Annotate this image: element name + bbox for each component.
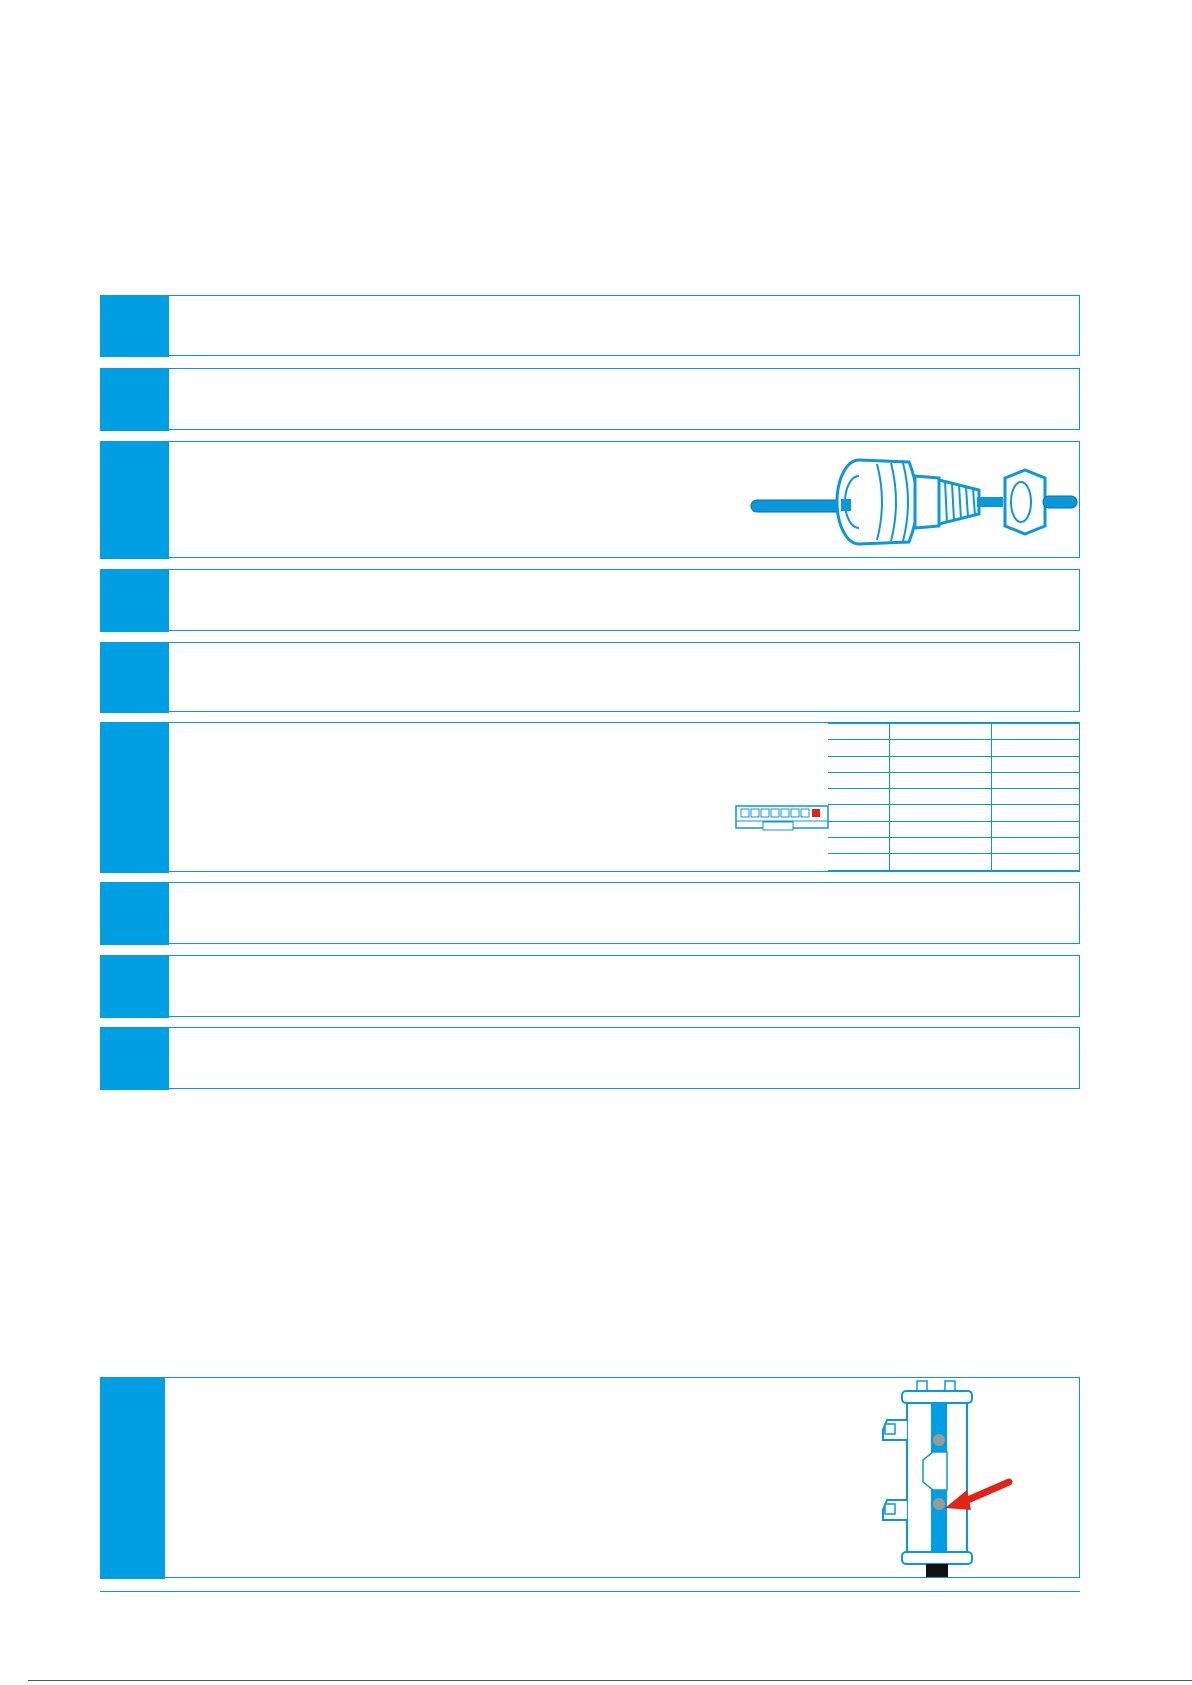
- spec-cell: [992, 805, 1081, 821]
- spec-row: [828, 740, 1080, 756]
- spec-row: [828, 789, 1080, 805]
- spec-row: [828, 756, 1080, 772]
- spec-cell: [890, 805, 992, 821]
- spec-table: [828, 723, 1080, 871]
- spec-cell: [890, 772, 992, 788]
- spec-cell: [992, 724, 1081, 740]
- step-tab: [100, 441, 169, 559]
- step-tab: [100, 368, 169, 431]
- pipe-compression-fitting-icon: [749, 450, 1079, 556]
- indicator-light: [812, 809, 820, 817]
- step-tab: [100, 1377, 165, 1579]
- spec-cell: [828, 821, 890, 837]
- step-10: [100, 1377, 1080, 1578]
- step-tab: [100, 955, 169, 1018]
- step-4: [100, 569, 1080, 631]
- spec-row: [828, 772, 1080, 788]
- spec-cell: [992, 838, 1081, 854]
- spec-row: [828, 821, 1080, 837]
- heater-unit-icon: [871, 1378, 1021, 1578]
- spec-cell: [890, 756, 992, 772]
- step-8: [100, 955, 1080, 1017]
- control-panel-icon: [735, 805, 829, 835]
- step-tab: [100, 1027, 169, 1090]
- spec-cell: [890, 854, 992, 870]
- spec-cell: [890, 838, 992, 854]
- step-tab: [100, 295, 169, 357]
- spec-row: [828, 838, 1080, 854]
- spec-row: [828, 724, 1080, 740]
- step-1: [100, 295, 1080, 356]
- spec-cell: [828, 805, 890, 821]
- spec-cell: [890, 789, 992, 805]
- step-5: [100, 642, 1080, 712]
- step-2: [100, 368, 1080, 430]
- step-7: [100, 882, 1080, 944]
- spec-cell: [828, 838, 890, 854]
- footer-rule: [100, 1591, 1080, 1592]
- spec-cell: [828, 854, 890, 870]
- step-3: [100, 441, 1080, 558]
- spec-cell: [890, 724, 992, 740]
- step-tab: [100, 569, 169, 632]
- spec-cell: [992, 789, 1081, 805]
- spec-cell: [890, 740, 992, 756]
- spec-cell: [992, 756, 1081, 772]
- bottom-rule: [28, 1680, 1192, 1681]
- step-tab: [100, 642, 169, 713]
- spec-cell: [992, 854, 1081, 870]
- step-tab: [100, 722, 169, 873]
- step-6: [100, 722, 1080, 872]
- spec-row: [828, 805, 1080, 821]
- spec-cell: [828, 789, 890, 805]
- spec-cell: [992, 772, 1081, 788]
- spec-row: [828, 854, 1080, 870]
- step-9: [100, 1027, 1080, 1089]
- spec-cell: [992, 821, 1081, 837]
- spec-cell: [828, 756, 890, 772]
- spec-cell: [828, 740, 890, 756]
- spec-cell: [828, 724, 890, 740]
- spec-cell: [992, 740, 1081, 756]
- spec-cell: [890, 821, 992, 837]
- spec-cell: [828, 772, 890, 788]
- step-tab: [100, 882, 169, 945]
